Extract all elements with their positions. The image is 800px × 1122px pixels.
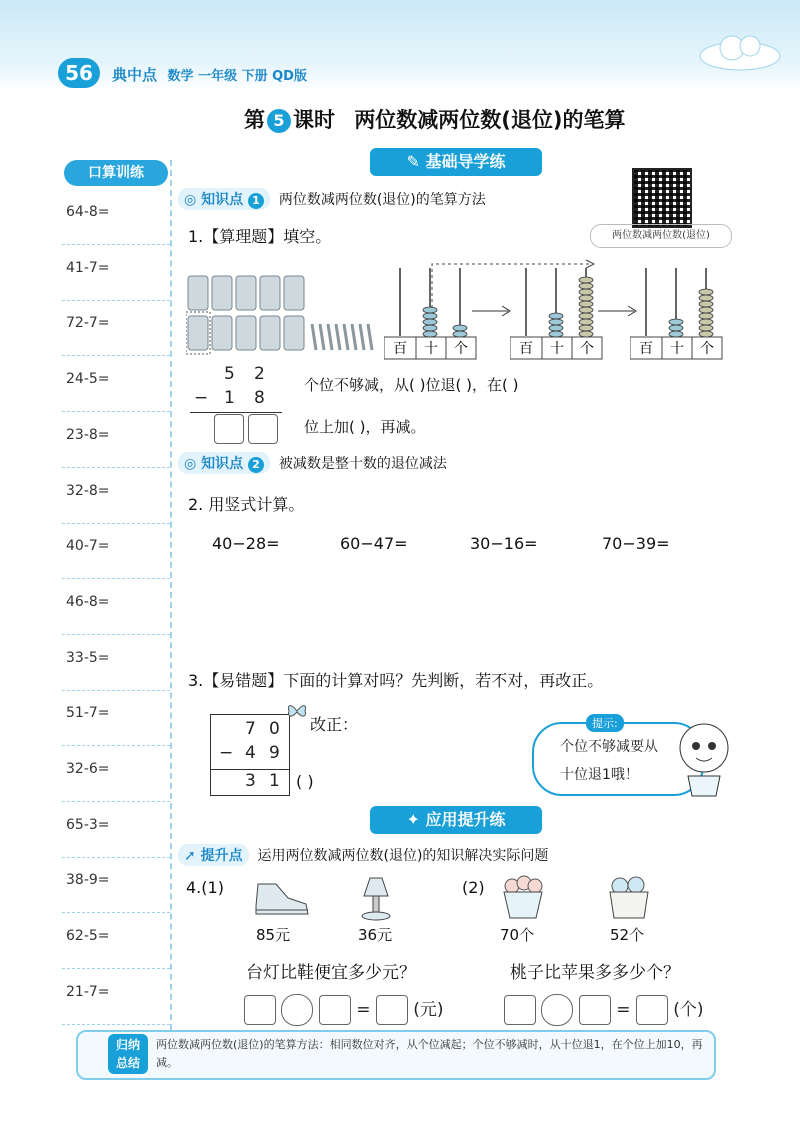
summary-text: 两位数减两位数(退位)的笔算方法：相同数位对齐，从个位减起；个位不够减时，从十位退1，在个位上加10，再减。 xyxy=(156,1038,703,1069)
section-applied-label: 应用提升练 xyxy=(425,810,506,829)
rocket-icon: ➚ xyxy=(184,848,196,864)
boy-mascot-icon xyxy=(672,718,736,798)
abacus3-place-ones: 个 xyxy=(700,341,714,357)
eq1-operator-circle[interactable] xyxy=(281,994,313,1026)
qr-code-icon[interactable] xyxy=(632,168,692,228)
arrow-right-icon xyxy=(470,304,514,318)
kp3-text: 运用两位数减两位数(退位)的知识解决实际问题 xyxy=(257,848,549,864)
abacus2-place-hundreds: 百 xyxy=(519,341,533,357)
q3-judge-blank[interactable]: ( ) xyxy=(296,772,314,791)
kp3-tag: ➚ 提升点 xyxy=(178,844,249,866)
kp1-text: 两位数减两位数(退位)的笔算方法 xyxy=(278,192,486,208)
q3-row2-tens: 4 xyxy=(245,743,256,763)
q1-answer-ones-box[interactable] xyxy=(248,414,278,444)
sidebar-calc-item: 32-6= xyxy=(62,747,170,802)
page-title xyxy=(244,104,626,134)
q1-top-ones: 2 xyxy=(254,364,265,384)
q1-bottom-tens: 1 xyxy=(224,388,235,408)
hint-line-1: 个位不够减要从 xyxy=(560,739,658,755)
improvement-point xyxy=(178,844,548,866)
butterfly-icon xyxy=(286,700,308,722)
section-basic-label: 基础导学练 xyxy=(425,152,506,171)
eq2-operator-circle[interactable] xyxy=(541,994,573,1026)
peach-count: 70个 xyxy=(500,926,535,944)
q2-item-3: 30−16= xyxy=(470,534,538,553)
title-name: 两位数减两位数(退位)的笔算 xyxy=(354,108,626,132)
sidebar-calc-item: 72-7= xyxy=(62,301,170,356)
eq2-box-1[interactable] xyxy=(504,995,536,1025)
abacus-3 xyxy=(630,262,726,360)
q4-label-2: (2) xyxy=(462,878,485,897)
sidebar-calc-item: 62-5= xyxy=(62,914,170,969)
lamp-price: 36元 xyxy=(358,926,393,944)
qr-caption: 两位数减两位数(退位) xyxy=(590,224,732,248)
q1-vertical-calc xyxy=(190,364,282,444)
eq1-equals: = xyxy=(356,1000,371,1020)
abacus2-place-ones: 个 xyxy=(580,341,594,357)
section-basic xyxy=(370,148,542,176)
sidebar-divider xyxy=(170,160,172,1030)
section-applied xyxy=(370,806,542,834)
knowledge-point-1 xyxy=(178,188,486,210)
kp2-number: 2 xyxy=(248,457,264,473)
kp1-tag: ◎ 知识点 1 xyxy=(178,188,270,210)
hint-line-2: 十位退1哦！ xyxy=(560,767,639,783)
sidebar-calc-item: 41-7= xyxy=(62,246,170,301)
eq1-answer-box[interactable] xyxy=(376,995,408,1025)
abacus1-place-hundreds: 百 xyxy=(393,341,407,357)
sidebar-calc-item: 40-7= xyxy=(62,524,170,579)
q1-bottom-ones: 8 xyxy=(254,388,265,408)
q3-row2-ones: 9 xyxy=(269,743,280,763)
pencil-icon: ✎ xyxy=(406,152,420,171)
apple-basket-icon xyxy=(606,874,652,920)
q4-label-1: 4.(1) xyxy=(186,878,224,897)
q3-label: 3.【易错题】下面的计算对吗？先判断，若不对，再改正。 xyxy=(188,671,604,690)
q3-row1-ones: 0 xyxy=(269,719,280,739)
abacus1-place-ones: 个 xyxy=(454,341,468,357)
kp2-tag: ◎ 知识点 2 xyxy=(178,452,270,474)
eq1-box-1[interactable] xyxy=(244,995,276,1025)
target-icon: ◎ xyxy=(184,456,197,472)
brand-logo: 典中点 xyxy=(112,66,158,84)
q1-fill-line1[interactable]: 个位不够减，从( )位退( )，在( ) xyxy=(304,376,519,394)
q1-label: 1.【算理题】填空。 xyxy=(188,227,332,246)
q3-row1-tens: 7 xyxy=(245,719,256,739)
q2-item-4: 70−39= xyxy=(602,534,670,553)
abacus1-place-tens: 十 xyxy=(424,341,438,357)
knowledge-point-2 xyxy=(178,452,447,474)
q4-equation-1 xyxy=(244,994,444,1026)
eq2-equals: = xyxy=(616,1000,631,1020)
apple-count: 52个 xyxy=(610,926,645,944)
title-prefix: 第 xyxy=(244,108,265,132)
abacus-2 xyxy=(510,262,606,360)
q4-question-2: 桃子比苹果多多少个？ xyxy=(510,963,680,983)
shoe-icon xyxy=(252,876,312,920)
abacus2-place-tens: 十 xyxy=(550,341,564,357)
q4-equation-2 xyxy=(504,994,704,1026)
peach-basket-icon xyxy=(500,874,546,920)
subject-label: 数学 一年级 下册 QD版 xyxy=(167,69,307,84)
shoe-price: 85元 xyxy=(256,926,291,944)
sidebar-calc-item: 32-8= xyxy=(62,469,170,524)
summary-tag-line1: 归纳 xyxy=(115,1038,140,1052)
sidebar-calc-item: 21-7= xyxy=(62,970,170,1025)
q4-question-1: 台灯比鞋便宜多少元？ xyxy=(246,963,416,983)
stick-bundles-illustration xyxy=(186,268,386,358)
q3-row3-tens: 3 xyxy=(245,771,256,791)
sidebar-calc-item: 51-7= xyxy=(62,691,170,746)
summary-tag-line2: 总结 xyxy=(115,1056,140,1070)
title-suffix: 课时 xyxy=(293,108,335,132)
abacus3-place-hundreds: 百 xyxy=(639,341,653,357)
abacus3-place-tens: 十 xyxy=(670,341,684,357)
sidebar-calc-item: 65-3= xyxy=(62,803,170,858)
eq2-unit: (个) xyxy=(673,1000,704,1020)
q1-answer-tens-box[interactable] xyxy=(214,414,244,444)
sidebar-calc-item: 24-5= xyxy=(62,357,170,412)
sidebar-calc-item: 33-5= xyxy=(62,636,170,691)
q2-item-1: 40−28= xyxy=(212,534,280,553)
hint-title: 提示: xyxy=(586,714,624,732)
sidebar-calc-item: 64-8= xyxy=(62,190,170,245)
kp2-text: 被减数是整十数的退位减法 xyxy=(278,456,447,472)
eq1-box-2[interactable] xyxy=(319,995,351,1025)
q3-correct-label: 改正： xyxy=(310,715,359,734)
eq2-box-2[interactable] xyxy=(579,995,611,1025)
lesson-number: 5 xyxy=(267,109,291,133)
q3-vertical-calc xyxy=(210,714,290,796)
summary-tag xyxy=(108,1034,148,1074)
q1-top-tens: 5 xyxy=(224,364,235,384)
cloud-icon xyxy=(690,20,790,80)
sidebar-calc-item: 38-9= xyxy=(62,858,170,913)
wrench-icon: ✦ xyxy=(406,810,420,829)
eq1-unit: (元) xyxy=(413,1000,444,1020)
sidebar-label: 口算训练 xyxy=(64,160,168,186)
target-icon: ◎ xyxy=(184,192,197,208)
page-number: 56 xyxy=(58,58,100,88)
q3-minus: − xyxy=(219,743,234,763)
q3-row3-ones: 1 xyxy=(269,771,280,791)
sidebar-calc-item: 23-8= xyxy=(62,413,170,468)
q2-label: 2. 用竖式计算。 xyxy=(188,495,305,514)
lamp-icon xyxy=(356,874,396,924)
kp1-number: 1 xyxy=(248,193,264,209)
q2-item-2: 60−47= xyxy=(340,534,408,553)
q1-minus: − xyxy=(194,388,209,408)
brand xyxy=(112,64,307,85)
sidebar-calc-item: 46-8= xyxy=(62,580,170,635)
q1-fill-line2[interactable]: 位上加( )，再减。 xyxy=(304,418,426,436)
eq2-answer-box[interactable] xyxy=(636,995,668,1025)
